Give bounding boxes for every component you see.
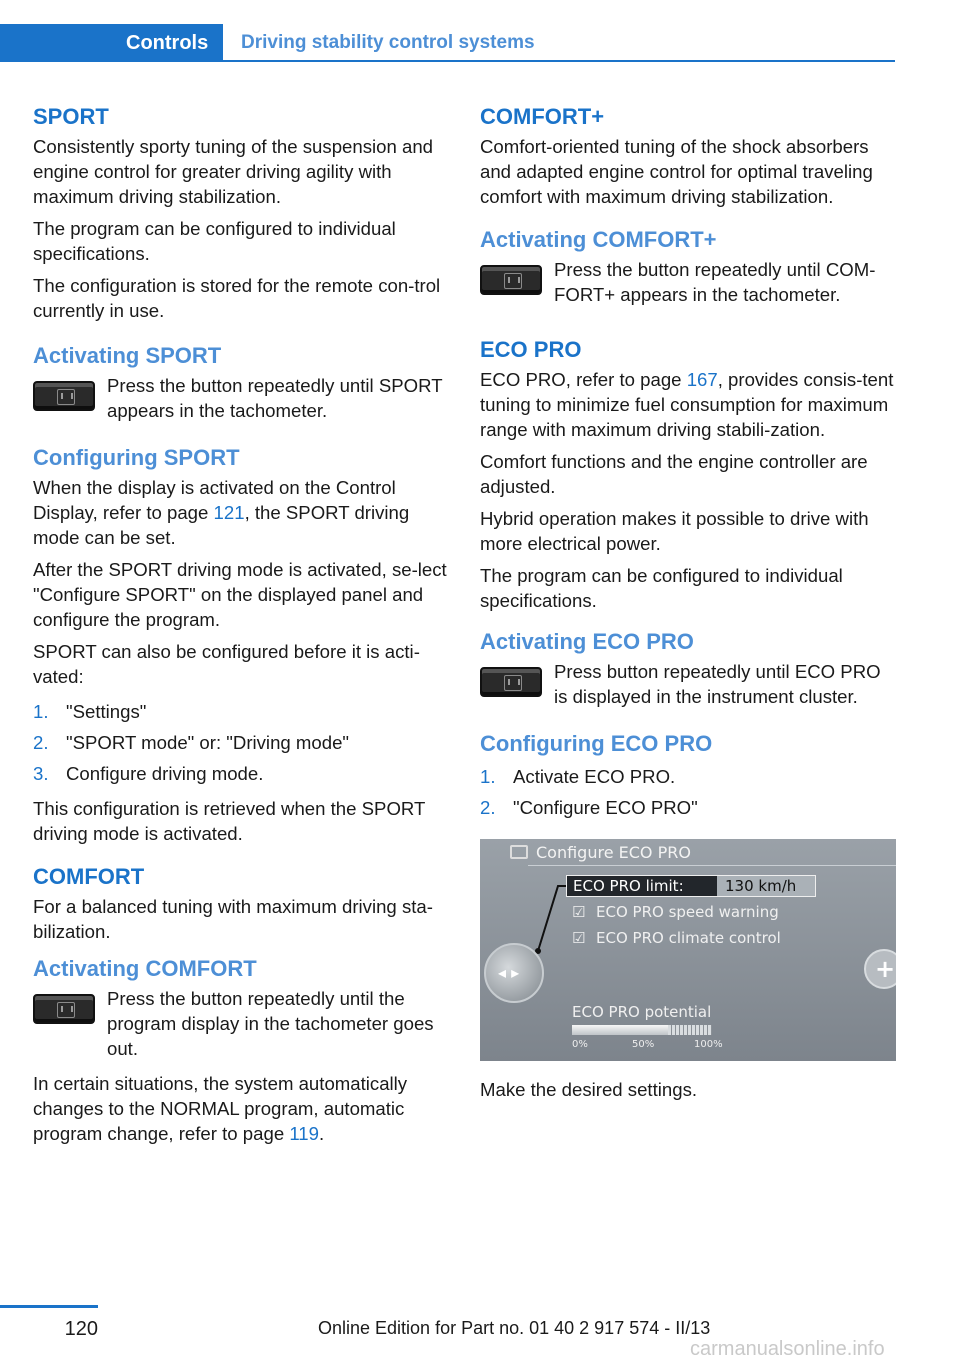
list-item [33, 696, 451, 727]
page-link-167[interactable]: 167 [686, 369, 718, 390]
step-text: Configure driving mode. [66, 763, 264, 784]
left-column [33, 100, 451, 1153]
eco-limit-label: ECO PRO limit: [573, 877, 684, 895]
step-number: 2. [33, 732, 49, 753]
paragraph: This configuration is retrieved when the SPORT driving mode is activated. [33, 798, 426, 844]
paragraph: Make the desired settings. [480, 1079, 698, 1100]
driving-dynamics-button-icon [480, 667, 542, 697]
footer-rule [0, 1305, 98, 1308]
list-item [33, 727, 451, 758]
step-number: 1. [33, 701, 49, 722]
checkbox-checked-icon: ☑ [572, 929, 586, 947]
heading-activating-comfort: Activating COMFORT [33, 956, 257, 981]
page-header [0, 0, 960, 62]
text-span: In certain situations, the system automatically changes to the NORMAL program, automatic program change, refer to page [33, 1073, 408, 1144]
text-span: . [319, 1123, 325, 1144]
eco-steps-list [480, 761, 898, 823]
instruction-text: Press the button repeatedly until COM‐FORT+ appears in the tachometer. [554, 259, 876, 305]
driving-dynamics-button-icon [33, 381, 95, 411]
text-span: When the display is activated on the Control Display, refer to page [33, 477, 396, 523]
heading-configuring-sport: Configuring SPORT [33, 445, 240, 470]
tick-100: 100% [694, 1039, 723, 1050]
option-label: ECO PRO climate control [596, 929, 781, 947]
paragraph [480, 367, 898, 442]
tick-0: 0% [572, 1039, 588, 1050]
heading-configuring-eco-pro: Configuring ECO PRO [480, 731, 713, 756]
eco-limit-value: 130 km/h [717, 876, 815, 896]
text-span: , provides consis‐tent tuning to minimize fuel consumption for maximum range with maximum driving stabili‐zation. [480, 369, 894, 440]
list-item [480, 761, 898, 792]
instruction-text: Press button repeatedly until ECO PRO is displayed in the instrument cluster. [554, 661, 881, 707]
paragraph: Hybrid operation makes it possible to drive with more electrical power. [480, 508, 869, 554]
paragraph: SPORT can also be configured before it is acti‐vated: [33, 641, 420, 687]
paragraph: After the SPORT driving mode is activated, se‐lect "Configure SPORT" on the displayed panel and configure the program. [33, 559, 447, 630]
instruction-activate-comfort [33, 986, 451, 1061]
driving-dynamics-button-icon [480, 265, 542, 295]
subsection-title: Driving stability control systems [241, 32, 535, 53]
step-text: Activate ECO PRO. [513, 766, 676, 787]
paragraph [33, 1071, 451, 1146]
step-number: 2. [480, 797, 496, 818]
paragraph: Comfort-oriented tuning of the shock absorbers and adapted engine control for optimal traveling comfort with maximum driving stabilization. [480, 136, 873, 207]
paragraph: Comfort functions and the engine controller are adjusted. [480, 451, 868, 497]
instruction-text: Press the button repeatedly until the program display in the tachometer goes out. [107, 988, 434, 1059]
heading-activating-eco-pro: Activating ECO PRO [480, 629, 694, 654]
heading-activating-sport: Activating SPORT [33, 343, 222, 368]
potential-bar-fill [572, 1025, 670, 1035]
potential-bar [572, 1025, 712, 1035]
paragraph: Consistently sporty tuning of the suspension and engine control for greater driving agility with maximum driving stabilization. [33, 136, 434, 207]
list-item [33, 758, 451, 789]
page-number: 120 [64, 1318, 98, 1340]
paragraph: The program can be configured to individual specifications. [33, 218, 396, 264]
list-item [480, 792, 898, 823]
instruction-activate-eco-pro [480, 659, 898, 717]
potential-label: ECO PRO potential [572, 1003, 712, 1021]
step-text: "SPORT mode" or: "Driving mode" [66, 732, 350, 753]
paragraph: For a balanced tuning with maximum driving sta‐bilization. [33, 896, 433, 942]
text-span: ECO PRO, refer to page [480, 369, 687, 390]
step-number: 1. [480, 766, 496, 787]
step-text: "Configure ECO PRO" [513, 797, 698, 818]
heading-comfort: COMFORT [33, 864, 145, 889]
tick-50: 50% [632, 1039, 655, 1050]
screen-title: Configure ECO PRO [536, 843, 691, 862]
step-text: "Settings" [66, 701, 147, 722]
steps-list [33, 696, 451, 789]
section-tab: Controls [0, 24, 223, 62]
heading-activating-comfort-plus: Activating COMFORT+ [480, 227, 717, 252]
plus-icon [864, 949, 896, 989]
eco-pro-screen-figure [480, 839, 896, 1061]
edition-note: Online Edition for Part no. 01 40 2 917 574 - II/13 [318, 1318, 711, 1338]
driving-dynamics-button-icon [33, 994, 95, 1024]
paragraph: The program can be configured to individual specifications. [480, 565, 843, 611]
instruction-activate-sport [33, 373, 451, 431]
paragraph [33, 475, 451, 550]
step-number: 3. [33, 763, 49, 784]
heading-comfort-plus: COMFORT+ [480, 104, 605, 129]
page-link-121[interactable]: 121 [213, 502, 245, 523]
page-link-119[interactable]: 119 [289, 1123, 319, 1144]
text-span: , the SPORT driving mode can be set. [33, 502, 410, 548]
right-column [480, 100, 898, 1109]
paragraph: The configuration is stored for the remote con‐trol currently in use. [33, 275, 441, 321]
potential-bar-hatch [668, 1025, 712, 1035]
checkbox-checked-icon: ☑ [572, 903, 586, 921]
header-rule [223, 60, 895, 62]
controller-knob-icon [484, 943, 544, 1003]
heading-eco-pro: ECO PRO [480, 337, 582, 362]
watermark: carmanualsonline.info [690, 1338, 885, 1360]
instruction-activate-comfort-plus [480, 257, 898, 315]
heading-sport: SPORT [33, 104, 109, 129]
instruction-text: Press the button repeatedly until SPORT appears in the tachometer. [107, 375, 443, 421]
option-label: ECO PRO speed warning [596, 903, 779, 921]
